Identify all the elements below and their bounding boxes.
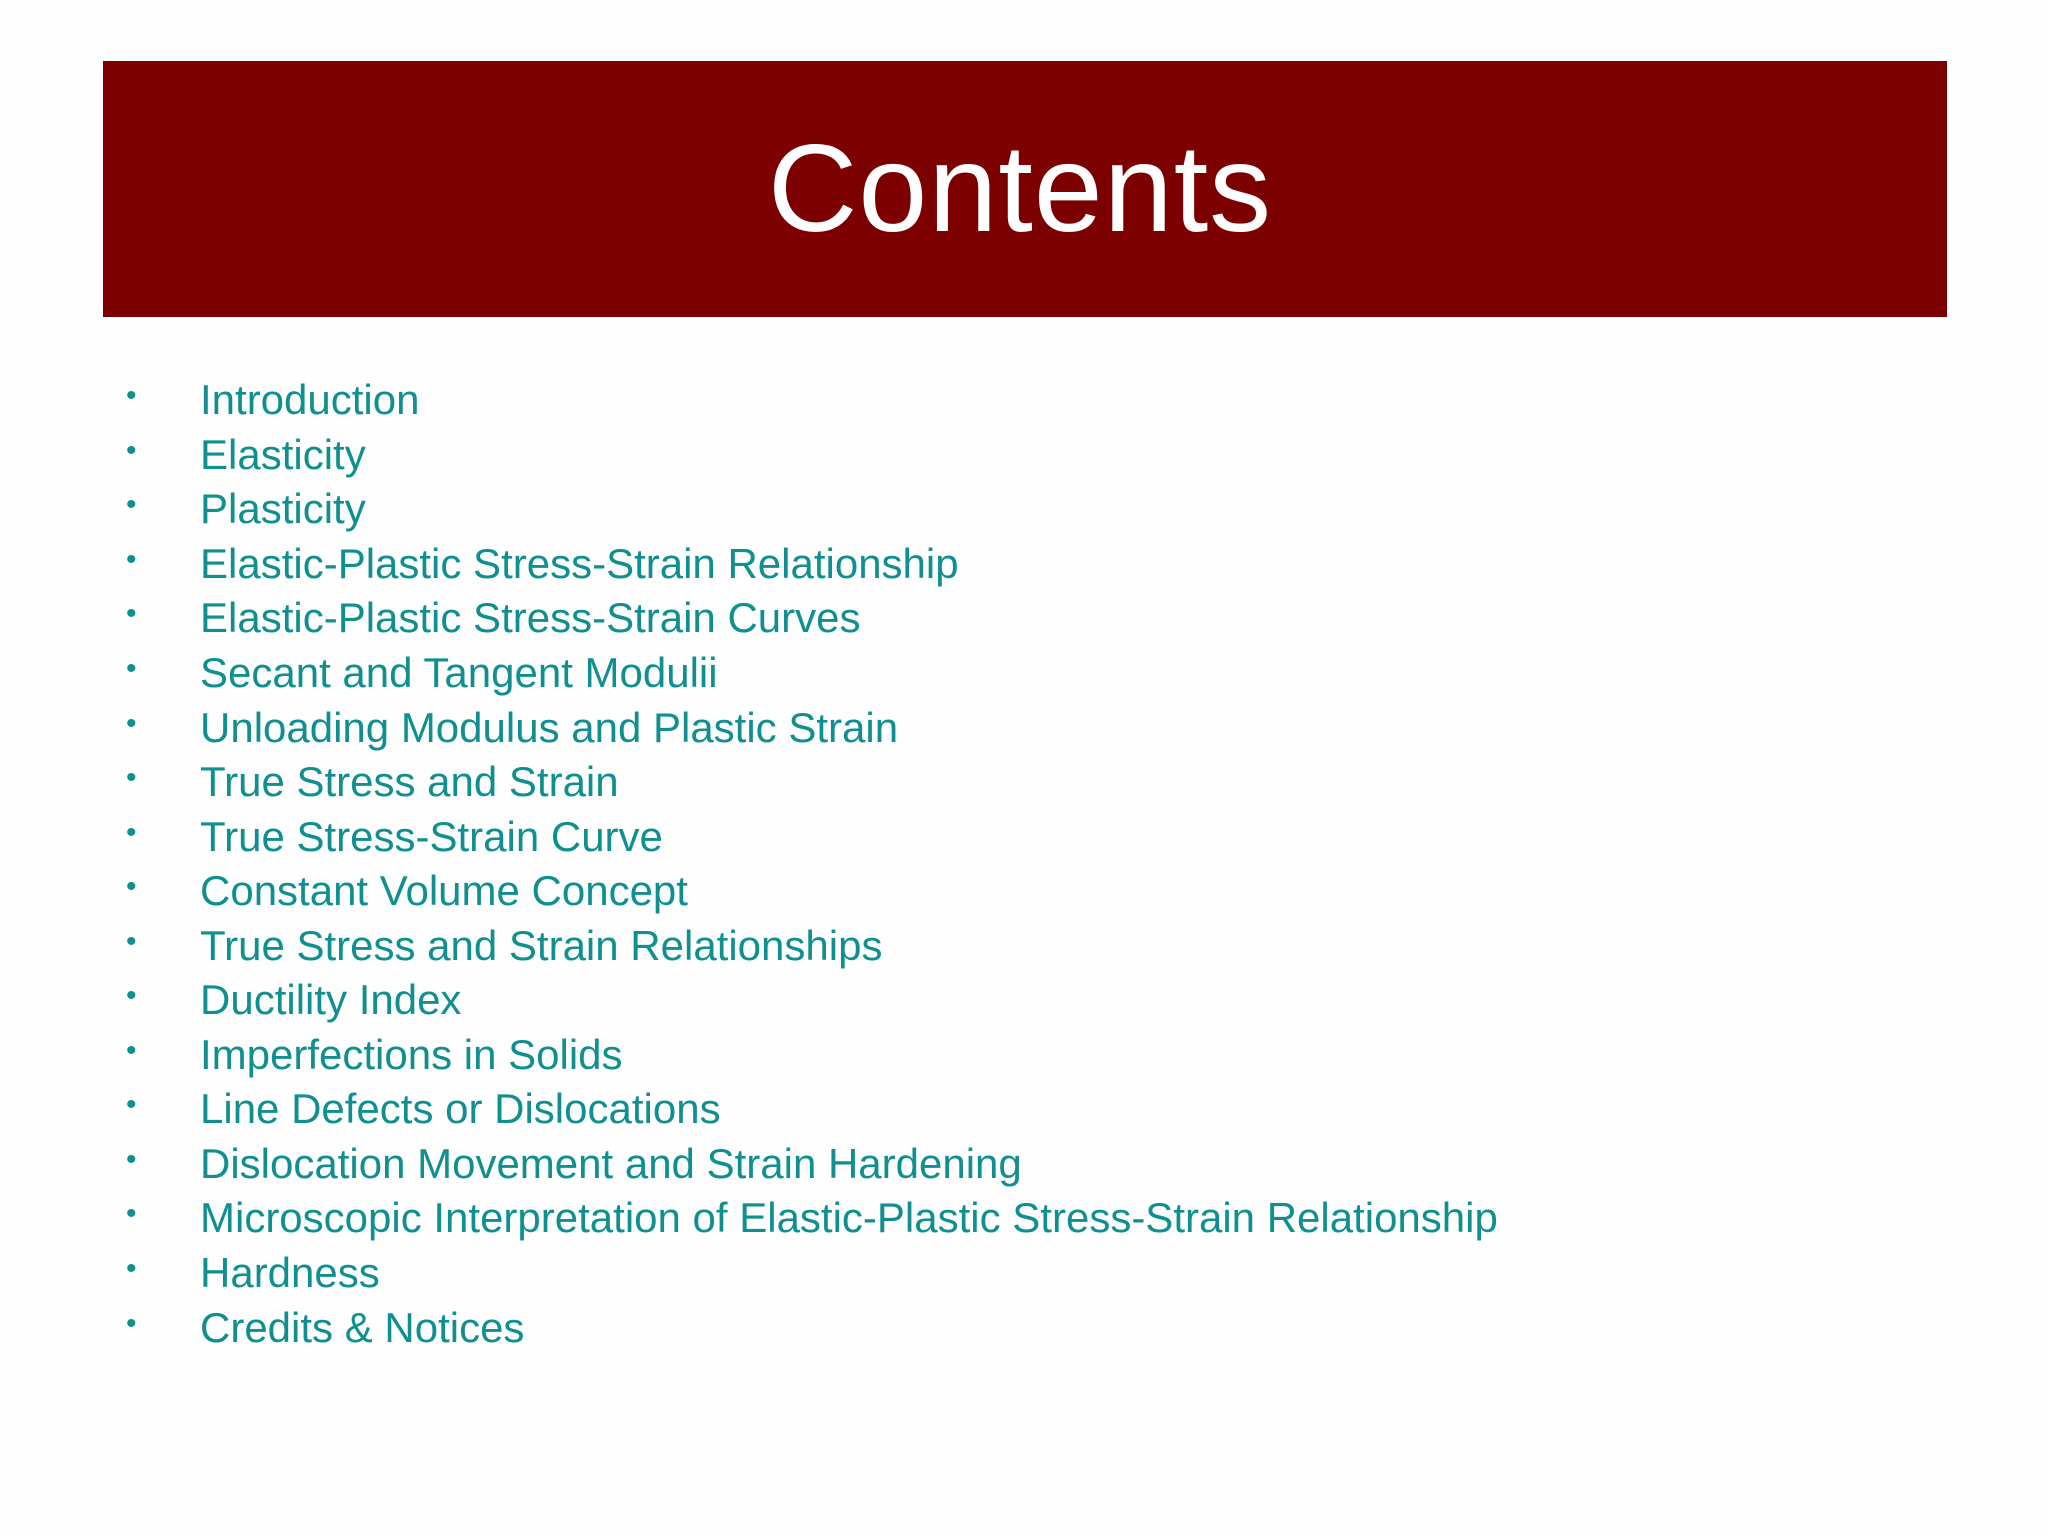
list-item-label: Microscopic Interpretation of Elastic-Plastic Stress-Strain Relationship	[200, 1194, 1498, 1242]
list-item-label: Introduction	[200, 376, 420, 424]
list-item-label: Constant Volume Concept	[200, 867, 688, 915]
bullet-icon: •	[126, 979, 137, 1013]
list-item	[120, 1028, 1498, 1083]
list-item	[120, 646, 1498, 701]
bullet-icon: •	[126, 870, 137, 904]
bullet-icon: •	[126, 1033, 137, 1067]
title-banner	[103, 61, 1947, 317]
list-item-label: Line Defects or Dislocations	[200, 1085, 721, 1133]
list-item	[120, 373, 1498, 428]
bullet-icon: •	[126, 1197, 137, 1231]
bullet-icon: •	[126, 706, 137, 740]
list-item-label: Elastic-Plastic Stress-Strain Relationship	[200, 539, 959, 587]
list-item-label: Hardness	[200, 1249, 380, 1297]
list-item-label: Imperfections in Solids	[200, 1030, 623, 1078]
list-item-label: Secant and Tangent Modulii	[200, 649, 718, 696]
list-item-label: True Stress-Strain Curve	[200, 812, 663, 860]
contents-list	[120, 373, 1498, 1355]
bullet-icon: •	[126, 1088, 137, 1122]
list-item	[120, 973, 1498, 1028]
list-item-label: True Stress and Strain	[200, 758, 619, 806]
list-item	[120, 700, 1498, 755]
slide-title: Contents	[767, 120, 1273, 258]
list-item-label: Credits & Notices	[200, 1303, 525, 1351]
bullet-icon: •	[126, 542, 137, 576]
list-item	[120, 428, 1498, 483]
list-item-label: Dislocation Movement and Strain Hardening	[200, 1139, 1022, 1187]
list-item	[120, 1082, 1498, 1137]
list-item	[120, 591, 1498, 646]
list-item-label: Elastic-Plastic Stress-Strain Curves	[200, 594, 861, 642]
list-item-label: True Stress and Strain Relationships	[200, 921, 883, 969]
bullet-icon: •	[126, 1306, 137, 1340]
list-item	[120, 1137, 1498, 1192]
list-item-label: Plasticity	[200, 485, 366, 533]
bullet-icon: •	[126, 761, 137, 795]
list-item	[120, 1300, 1498, 1355]
bullet-icon: •	[126, 488, 137, 522]
bullet-icon: •	[126, 815, 137, 849]
list-item	[120, 482, 1498, 537]
bullet-icon: •	[126, 924, 137, 958]
bullet-icon: •	[126, 379, 137, 413]
list-item	[120, 755, 1498, 810]
bullet-icon: •	[126, 1142, 137, 1176]
bullet-icon: •	[126, 597, 137, 631]
list-item	[120, 864, 1498, 919]
list-item	[120, 1246, 1498, 1301]
list-item	[120, 918, 1498, 973]
bullet-icon: •	[126, 433, 137, 467]
list-item-label: Elasticity	[200, 430, 366, 478]
list-item	[120, 537, 1498, 592]
bullet-icon: •	[126, 652, 137, 685]
list-item	[120, 809, 1498, 864]
list-item-label: Unloading Modulus and Plastic Strain	[200, 703, 899, 751]
list-item-label: Ductility Index	[200, 976, 462, 1024]
list-item	[120, 1191, 1498, 1246]
bullet-icon: •	[126, 1252, 137, 1286]
